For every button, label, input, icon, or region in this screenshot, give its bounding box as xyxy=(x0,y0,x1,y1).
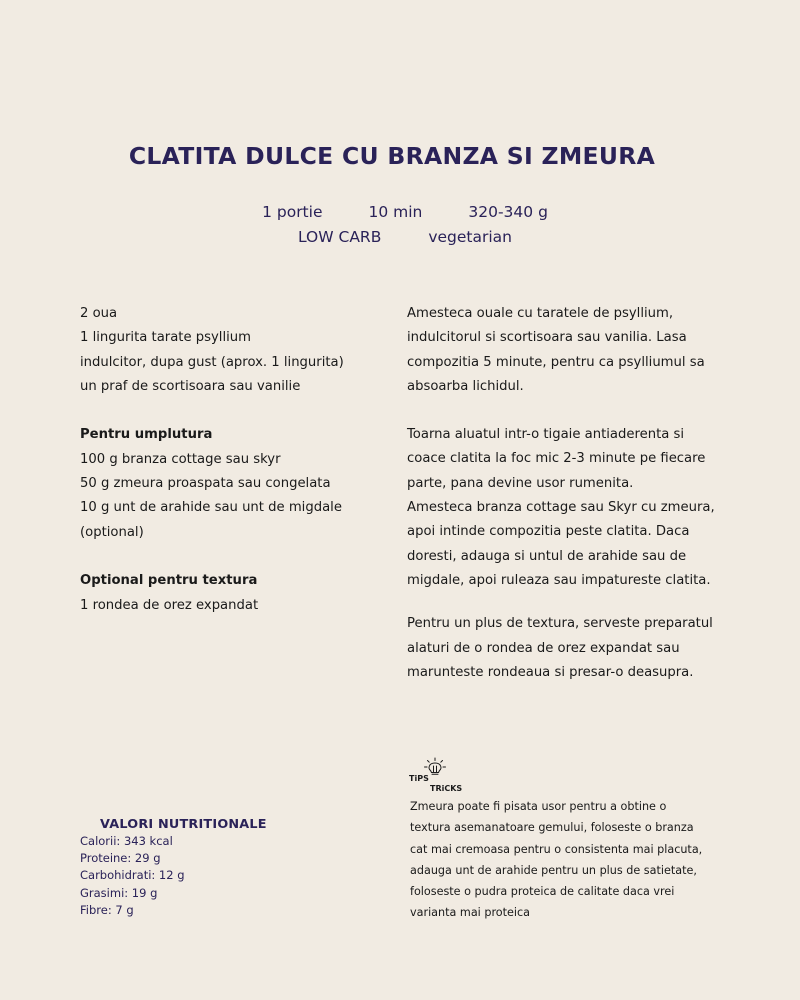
tag-low-carb: LOW CARB xyxy=(297,228,382,246)
nutrition-item: Proteine: 29 g xyxy=(80,851,161,866)
tag-vegetarian: vegetarian xyxy=(428,228,513,246)
ingredient-item: 2 oua xyxy=(80,306,118,321)
ingredient-item: 50 g zmeura proaspata sau congelata xyxy=(80,476,331,492)
lightbulb-icon xyxy=(408,756,468,796)
preparation-steps xyxy=(407,302,727,685)
filling-heading: Pentru umplutura xyxy=(80,427,213,443)
nutrition-title: VALORI NUTRITIONALE xyxy=(100,817,267,832)
ingredient-item: indulcitor, dupa gust (aprox. 1 lingurita) xyxy=(80,354,344,370)
ingredient-item: 10 g unt de arahide sau unt de migdale xyxy=(80,500,342,516)
step-paragraph: Toarna aluatul intr-o tigaie antiaderenta si coace clatita la foc mic 2-3 minute pe fiecare parte, pana devine usor rumenita. xyxy=(407,427,706,491)
tips-tricks-logo xyxy=(408,756,468,796)
ingredient-item: (optional) xyxy=(80,524,144,540)
tricks-logo-text: TRiCKS xyxy=(430,784,463,793)
nutrition-item: Grasimi: 19 g xyxy=(80,885,158,900)
ingredients-list xyxy=(80,302,380,618)
step-paragraph: Amesteca branza cottage sau Skyr cu zmeura, apoi intinde compozitia peste clatita. Daca doresti, adauga si untul de arahide sau de migdale, apoi ruleaza sau impatureste clatita. xyxy=(407,500,715,588)
step-paragraph: Amesteca ouale cu taratele de psyllium, indulcitorul si scortisoara sau vanilia. Lasa compozitia 5 minute, pentru ca psylliumul sa absoarba lichidul. xyxy=(407,306,705,394)
recipe-title: CLATITA DULCE CU BRANZA SI ZMEURA xyxy=(128,142,656,170)
time-label: 10 min xyxy=(368,203,423,221)
ingredient-item: 100 g branza cottage sau skyr xyxy=(80,451,281,467)
nutrition-item: Fibre: 7 g xyxy=(80,902,134,917)
spacer xyxy=(80,545,380,569)
spacer xyxy=(407,399,727,423)
step-paragraph: Pentru un plus de textura, serveste preparatul alaturi de o rondea de orez expandat sau marunteste rondeaua si presar-o deasupra. xyxy=(407,616,713,680)
portion-label: 1 portie xyxy=(262,203,323,221)
nutrition-item: Calorii: 343 kcal xyxy=(80,834,173,848)
spacer xyxy=(80,399,380,423)
recipe-tags-row xyxy=(0,228,800,246)
ingredient-item: 1 lingurita tarate psyllium xyxy=(80,330,251,346)
tips-logo-text: TiPS xyxy=(409,774,429,783)
nutrition-item: Carbohidrati: 12 g xyxy=(80,868,185,883)
tips-text: Zmeura poate fi pisata usor pentru a obtine o textura asemanatoare gemului, foloseste o branza cat mai cremoasa pentru o consistenta mai placuta, adauga unt de arahide pentru un plus de satietate, foloseste o pudra proteica de calitate daca vrei varianta mai proteica xyxy=(410,800,703,920)
spacer xyxy=(407,593,727,612)
ingredient-item: un praf de scortisoara sau vanilie xyxy=(80,378,301,394)
recipe-meta-row xyxy=(0,203,800,221)
ingredient-item: 1 rondea de orez expandat xyxy=(80,597,259,613)
nutrition-list xyxy=(80,833,185,919)
texture-heading: Optional pentru textura xyxy=(80,573,258,589)
weight-label: 320-340 g xyxy=(468,203,548,221)
